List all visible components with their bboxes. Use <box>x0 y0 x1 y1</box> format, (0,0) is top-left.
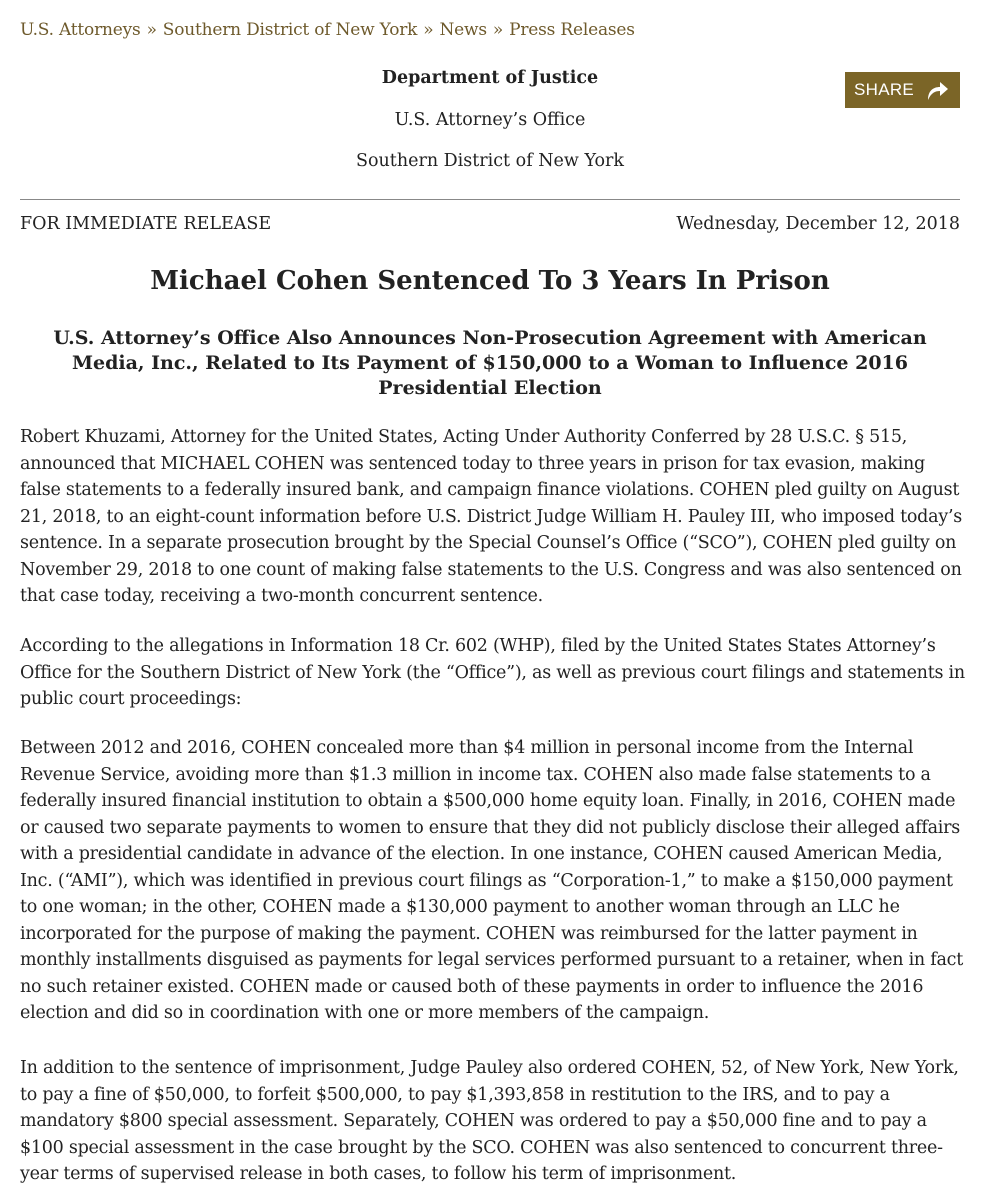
breadcrumb-sdny[interactable]: Southern District of New York <box>162 20 418 40</box>
department-heading: Department of Justice <box>381 68 599 88</box>
share-label: SHARE <box>854 80 915 99</box>
breadcrumb-separator: » <box>423 20 434 40</box>
article-subtitle: U.S. Attorney’s Office Also Announces Non-Prosecution Agreement with American Media, Inc., Related to Its Payment of $150,000 to a Woman to Influence 2016 Presidential Election <box>53 327 927 399</box>
office-heading: U.S. Attorney’s Office <box>394 110 586 130</box>
page-title: Michael Cohen Sentenced To 3 Years In Prison <box>150 266 830 296</box>
share-button[interactable] <box>845 72 960 108</box>
share-arrow-icon <box>924 79 950 101</box>
article-paragraph: According to the allegations in Information 18 Cr. 602 (WHP), filed by the United States States Attorney’s Office for the Southern District of New York (the “Office”), as well as previous court filings and statements in public court proceedings: <box>20 636 965 709</box>
release-date: Wednesday, December 12, 2018 <box>676 214 960 234</box>
breadcrumb-news[interactable]: News <box>439 20 487 40</box>
article-paragraph: Robert Khuzami, Attorney for the United States, Acting Under Authority Conferred by 28 U.S.C. § 515, announced that MICHAEL COHEN was sentenced today to three years in prison for tax evasion, making false statements to a federally insured bank, and campaign finance violations. COHEN pled guilty on August 21, 2018, to an eight-count information before U.S. District Judge William H. Pauley III, who imposed today’s sentence. In a separate prosecution brought by the Special Counsel’s Office (“SCO”), COHEN pled guilty on November 29, 2018 to one count of making false statements to the U.S. Congress and was also sentenced on that case today, receiving a two-month concurrent sentence. <box>20 427 963 606</box>
article-paragraph: In addition to the sentence of imprisonment, Judge Pauley also ordered COHEN, 52, of New York, New York, to pay a fine of $50,000, to forfeit $500,000, to pay $1,393,858 in restitution to the IRS, and to pay a mandatory $800 special assessment. Separately, COHEN was ordered to pay a $50,000 fine and to pay a $100 special assessment in the case brought by the SCO. COHEN was also sentenced to concurrent three-year terms of supervised release in both cases, to follow his term of imprisonment. <box>20 1058 959 1184</box>
breadcrumb-separator: » <box>492 20 504 40</box>
breadcrumb-separator: » <box>146 20 157 40</box>
breadcrumb <box>20 20 920 40</box>
breadcrumb-press-releases[interactable]: Press Releases <box>509 20 635 40</box>
district-heading: Southern District of New York <box>356 151 624 171</box>
release-label: FOR IMMEDIATE RELEASE <box>20 214 272 234</box>
breadcrumb-us-attorneys[interactable]: U.S. Attorneys <box>20 20 141 40</box>
header-divider <box>20 199 960 200</box>
article-paragraph: Between 2012 and 2016, COHEN concealed more than $4 million in personal income from the Internal Revenue Service, avoiding more than $1.3 million in income tax. COHEN also made false statements to a federally insured financial institution to obtain a $500,000 home equity loan. Finally, in 2016, COHEN made or caused two separate payments to women to ensure that they did not publicly disclose their alleged affairs with a presidential candidate in advance of the election. In one instance, COHEN caused American Media, Inc. (“AMI”), which was identified in previous court filings as “Corporation-1,” to make a $150,000 payment to one woman; in the other, COHEN made a $130,000 payment to another woman through an LLC he incorporated for the purpose of making the payment. COHEN was reimbursed for the latter payment in monthly installments disguised as payments for legal services performed pursuant to a retainer, when in fact no such retainer existed. COHEN made or caused both of these payments in order to influence the 2016 election and did so in coordination with one or more members of the campaign. <box>20 738 964 1023</box>
